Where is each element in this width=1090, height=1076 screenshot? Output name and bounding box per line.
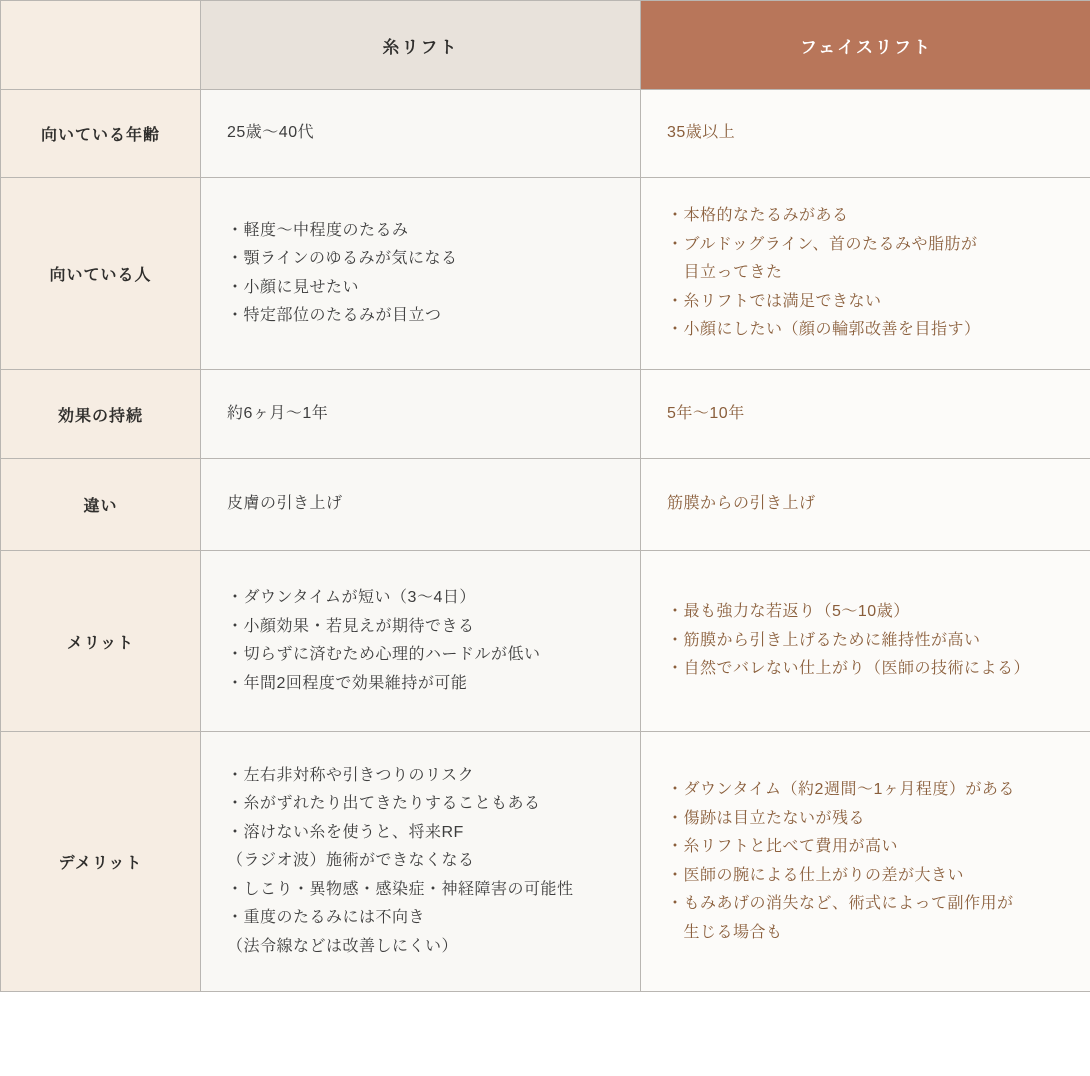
facelift-cell bbox=[641, 732, 1090, 991]
cell-line: ・糸リフトと比べて費用が高い bbox=[667, 838, 899, 855]
thread-lift-cell bbox=[201, 90, 641, 178]
row-suitable-age bbox=[1, 90, 1089, 178]
cell-line: 生じる場合も bbox=[667, 923, 783, 941]
cell-line: ・傷跡は目立たないが残る bbox=[667, 809, 866, 827]
column-header-facelift: フェイスリフト bbox=[641, 1, 1090, 90]
row-difference bbox=[1, 459, 1089, 551]
facelift-cell bbox=[641, 90, 1090, 178]
cell-line: ・軽度〜中程度のたるみ bbox=[227, 221, 409, 239]
facelift-cell bbox=[641, 459, 1090, 551]
cell-line: ・特定部位のたるみが目立つ bbox=[227, 307, 442, 324]
facelift-cell bbox=[641, 178, 1090, 370]
corner-cell bbox=[1, 1, 201, 90]
row-label: 向いている年齢 bbox=[1, 90, 201, 178]
thread-lift-cell bbox=[201, 551, 641, 732]
facelift-cell bbox=[641, 551, 1090, 732]
cell-line: 筋膜からの引き上げ bbox=[667, 495, 816, 513]
cell-line: 目立ってきた bbox=[667, 264, 783, 282]
row-label: 違い bbox=[1, 459, 201, 551]
table-header-row bbox=[1, 1, 1089, 90]
cell-line: （ラジオ波）施術ができなくなる bbox=[227, 852, 475, 870]
thread-lift-cell bbox=[201, 178, 641, 370]
cell-line: ・左右非対称や引きつりのリスク bbox=[227, 766, 475, 784]
cell-line: ・本格的なたるみがある bbox=[667, 207, 849, 225]
cell-line: 25歳〜40代 bbox=[227, 124, 315, 142]
cell-line: ・最も強力な若返り（5〜10歳） bbox=[667, 603, 910, 621]
row-label: 効果の持続 bbox=[1, 370, 201, 459]
cell-line: ・医師の腕による仕上がりの差が大きい bbox=[667, 866, 965, 884]
cell-line: （法令線などは改善しにくい） bbox=[227, 937, 459, 955]
cell-line: ・ダウンタイムが短い（3〜4日） bbox=[227, 589, 476, 606]
cell-line: ・切らずに済むため心理的ハードルが低い bbox=[227, 646, 541, 663]
row-label: メリット bbox=[1, 551, 201, 732]
cell-line: ・顎ラインのゆるみが気になる bbox=[227, 250, 458, 267]
cell-line: 35歳以上 bbox=[667, 124, 736, 142]
thread-lift-cell bbox=[201, 732, 641, 991]
thread-lift-cell bbox=[201, 370, 641, 459]
cell-line: ・筋膜から引き上げるために維持性が高い bbox=[667, 631, 981, 649]
cell-line: ・小顔にしたい（顔の輪郭改善を目指す） bbox=[667, 321, 981, 339]
cell-line: 皮膚の引き上げ bbox=[227, 495, 343, 513]
cell-line: ・もみあげの消失など、術式によって副作用が bbox=[667, 895, 1014, 912]
cell-line: ・小顔効果・若見えが期待できる bbox=[227, 617, 475, 635]
cell-line: ・糸がずれたり出てきたりすることもある bbox=[227, 795, 541, 813]
row-label: デメリット bbox=[1, 732, 201, 991]
cell-line: ・小顔に見せたい bbox=[227, 278, 360, 296]
cell-line: ・年間2回程度で効果維持が可能 bbox=[227, 674, 468, 692]
row-label: 向いている人 bbox=[1, 178, 201, 370]
row-suitable-people bbox=[1, 178, 1089, 370]
cell-line: ・ダウンタイム（約2週間〜1ヶ月程度）がある bbox=[667, 781, 1015, 798]
row-effect-duration bbox=[1, 370, 1089, 459]
cell-line: ・溶けない糸を使うと、将来RF bbox=[227, 823, 464, 841]
cell-line: ・ブルドッグライン、首のたるみや脂肪が bbox=[667, 235, 978, 253]
cell-line: ・しこり・異物感・感染症・神経障害の可能性 bbox=[227, 880, 574, 898]
cell-line: ・自然でバレない仕上がり（医師の技術による） bbox=[667, 660, 1031, 678]
cell-line: 約6ヶ月〜1年 bbox=[227, 404, 329, 422]
facelift-cell bbox=[641, 370, 1090, 459]
cell-line: 5年〜10年 bbox=[667, 404, 745, 422]
cell-line: ・重度のたるみには不向き bbox=[227, 909, 426, 927]
cell-line: ・糸リフトでは満足できない bbox=[667, 292, 882, 310]
row-demerits bbox=[1, 732, 1089, 991]
row-merits bbox=[1, 551, 1089, 732]
column-header-thread-lift: 糸リフト bbox=[201, 1, 641, 90]
thread-lift-cell bbox=[201, 459, 641, 551]
